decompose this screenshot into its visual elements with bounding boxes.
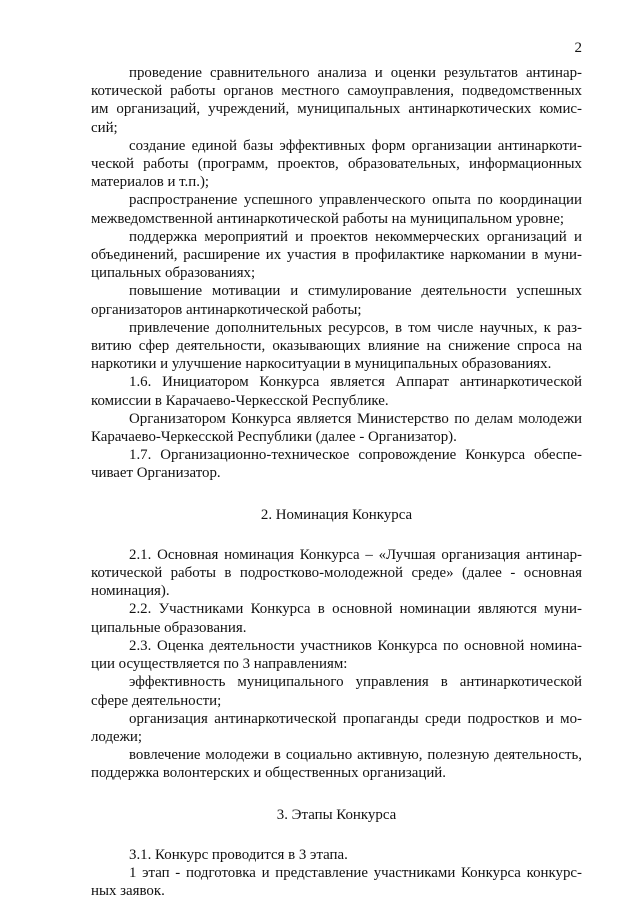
paragraph: 3.1. Конкурс проводится в 3 этапа.: [129, 846, 348, 863]
spacer: [91, 783, 582, 806]
paragraph: привлечение дополнительных ресурсов, в том числе научных, к развитию сфер деятельности, оказывающих влияние на снижение спроса на наркотики и улучшение наркоситуации в муниципальных образованиях.: [91, 319, 582, 373]
paragraph: 1 этап - подготовка и представление участниками Конкурса конкурсных заявок.: [91, 864, 582, 900]
paragraph: поддержка мероприятий и проектов некоммерческих организаций и объединений, расширение их участия в профилактике наркомании в муниципальных образованиях;: [91, 228, 582, 282]
paragraph: распространение успешного управленческого опыта по координации межведомственной антинаркотической работы на муниципальном уровне;: [91, 192, 582, 227]
spacer: [91, 483, 582, 506]
paragraph: 1.7. Организационно-техническое сопровождение Конкурса обеспечивает Организатор.: [91, 447, 582, 482]
section-heading: 2. Номинация Конкурса: [260, 506, 413, 523]
paragraph: повышение мотивации и стимулирование деятельности успешных организаторов антинаркотической работы;: [91, 283, 582, 318]
spacer: [91, 524, 582, 546]
paragraph: создание единой базы эффективных форм организации антинаркотической работы (программ, проектов, образовательных, информационных материалов и т.п.);: [91, 137, 582, 191]
paragraph: вовлечение молодежи в социально активную, полезную деятельность, поддержка волонтерских и общественных организаций.: [91, 747, 582, 782]
paragraph: 2.3. Оценка деятельности участников Конкурса по основной номинации осуществляется по 3 направлениям:: [91, 637, 582, 673]
paragraph: эффективность муниципального управления в антинаркотической сфере деятельности;: [91, 674, 582, 709]
paragraph: 1.6. Инициатором Конкурса является Аппарат антинаркотической комиссии в Карачаево-Черкесской Республике.: [91, 374, 582, 409]
section-heading: 3. Этапы Конкурса: [276, 806, 397, 823]
spacer: [91, 824, 582, 846]
paragraph: проведение сравнительного анализа и оценки результатов антинаркотической работы органов местного самоуправления, подведомственных им организаций, учреждений, муниципальных антинаркотических комиссий;: [91, 65, 582, 136]
page-number: 2: [574, 40, 582, 56]
document-body: [91, 64, 582, 900]
paragraph: Организатором Конкурса является Министерство по делам молодежи Карачаево-Черкесской Республики (далее - Организатор).: [91, 410, 582, 446]
paragraph: 2.2. Участниками Конкурса в основной номинации являются муниципальные образования.: [91, 601, 582, 636]
paragraph: 2.1. Основная номинация Конкурса – «Лучшая организация антинаркотической работы в подростково-молодежной среде» (далее - основная номинация).: [91, 546, 582, 600]
paragraph: организация антинаркотической пропаганды среди подростков и молодежи;: [91, 710, 582, 745]
